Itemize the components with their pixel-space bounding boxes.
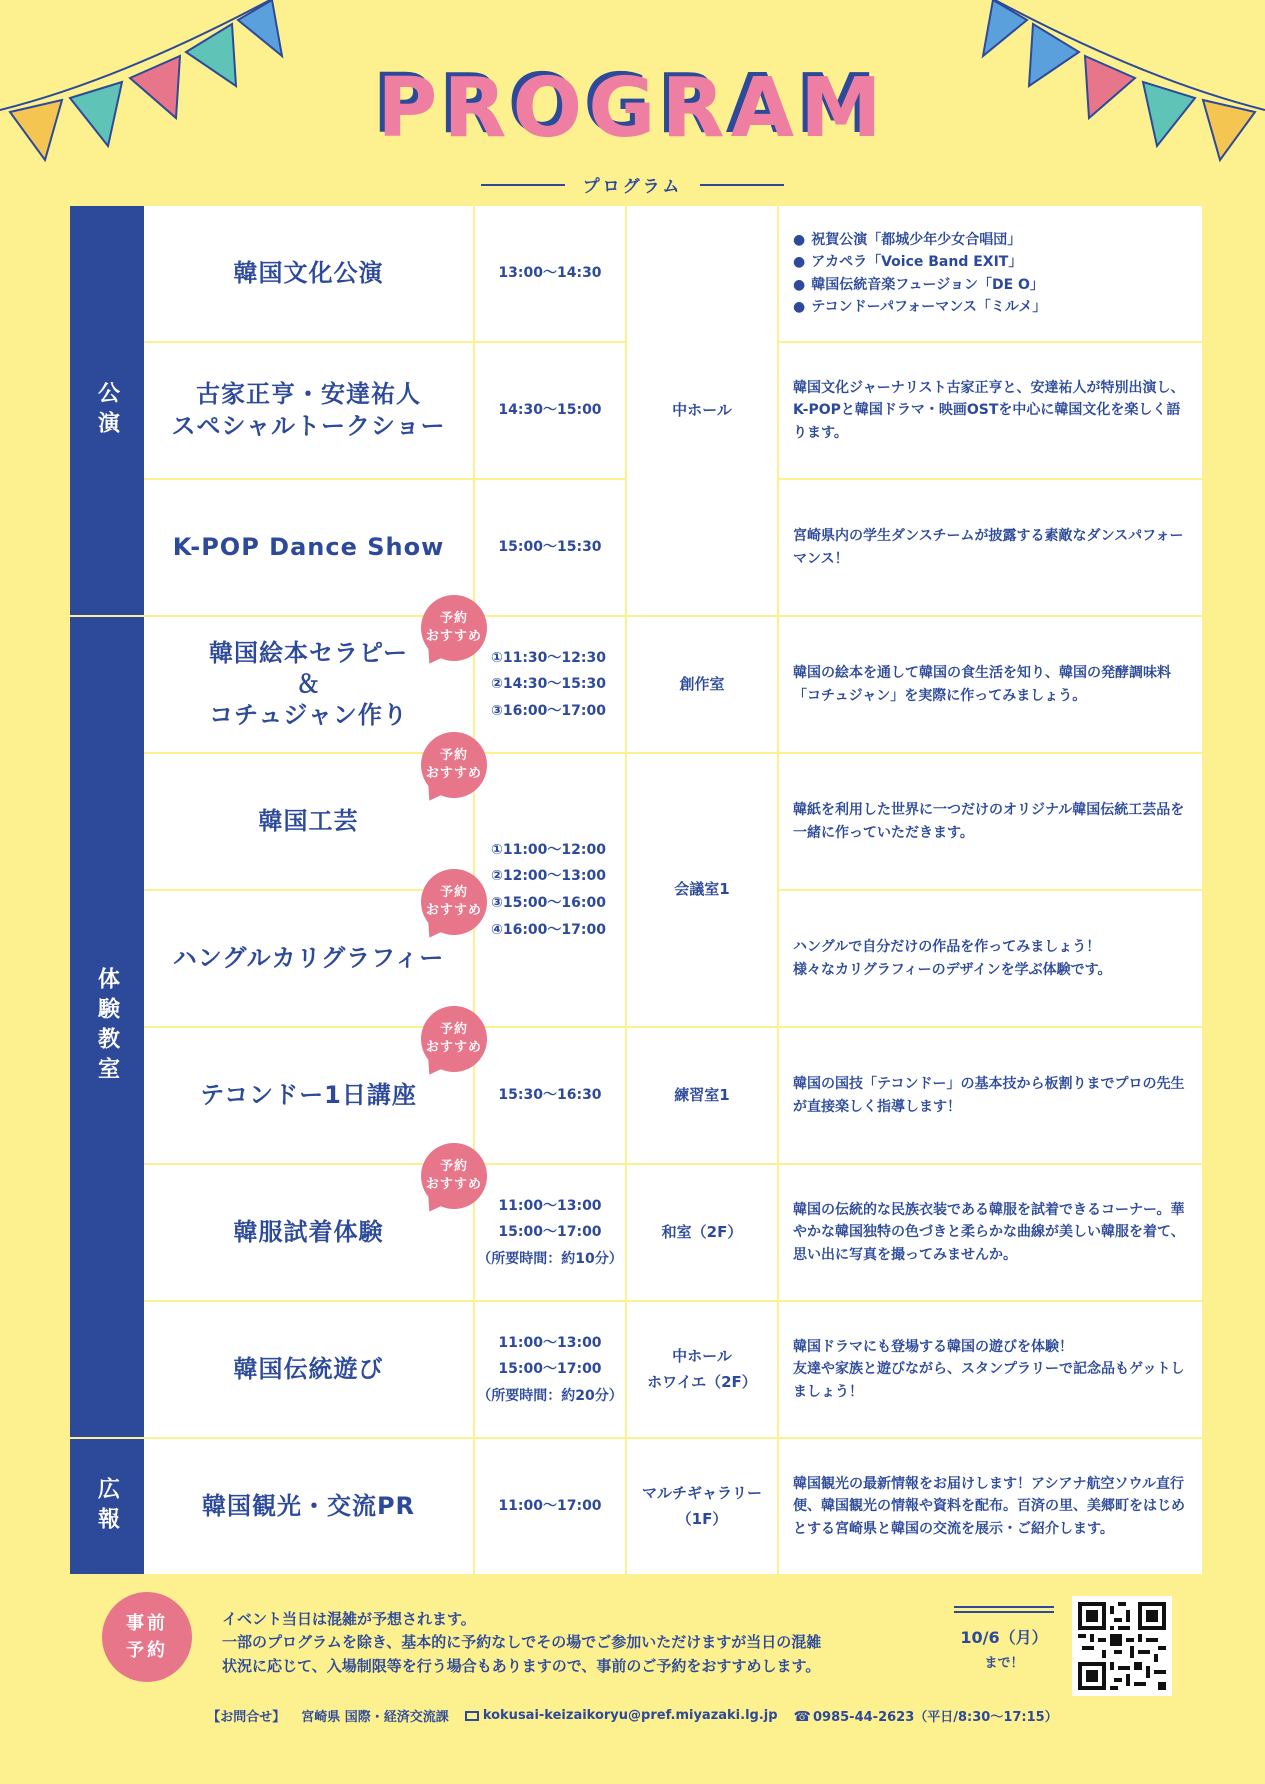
time-line: （所要時間：約10分） [477, 1250, 623, 1267]
program-table [70, 206, 1204, 1576]
program-venue: 会議室1 [627, 754, 779, 1028]
program-venue: 創作室 [627, 617, 779, 754]
contact-phone[interactable] [794, 1706, 1058, 1725]
program-name [144, 884, 483, 1028]
program-name [144, 1158, 483, 1302]
program-time [475, 754, 627, 1028]
deadline-until: まで！ [984, 1656, 1024, 1671]
name-line: 韓国絵本セラピー [208, 638, 409, 667]
time-line: 15:00〜17:00 [498, 1224, 602, 1241]
reservation-recommended-badge [421, 732, 487, 798]
time-line: ③15:00〜16:00 [491, 895, 606, 911]
name-text: 韓国工芸 [258, 806, 359, 835]
program-venue [627, 1439, 779, 1576]
badge-line: おすすめ [425, 629, 483, 644]
program-description: 韓国の国技「テコンドー」の基本技から板割りまでプロの先生が直接楽しく指導します！ [779, 1028, 1204, 1165]
page-subtitle: プログラム [582, 177, 683, 197]
section-performance [70, 206, 1204, 617]
program-name [144, 343, 475, 480]
program-description [779, 206, 1204, 343]
reservation-recommended-badge [421, 1143, 487, 1209]
program-name: 韓国伝統遊び [144, 1302, 475, 1439]
program-description: 韓国の伝統的な民族衣装である韓服を試着できるコーナー。華やかな韓国独特の色づきと柔らかな曲線が美しい韓服を着て、思い出に写真を撮ってみませんか。 [779, 1165, 1204, 1302]
badge-line: おすすめ [425, 1177, 483, 1192]
subtitle-rule-right [700, 184, 784, 186]
venue-line: ホワイエ（2F） [647, 1372, 757, 1391]
name-line: スペシャルトークショー [171, 411, 446, 440]
time-line: 11:00〜13:00 [498, 1197, 602, 1214]
list-item: ● テコンドーパフォーマンス「ミルメ」 [793, 296, 1046, 318]
qr-code-icon [1078, 1602, 1166, 1690]
deadline-rule [954, 1611, 1054, 1613]
email-text: kokusai-keizaikoryu@pref.miyazaki.lg.jp [482, 1708, 778, 1723]
category-performance: 公演 [70, 206, 144, 617]
desc-line: 様々なカリグラフィーのデザインを学ぶ体験です。 [793, 961, 1112, 978]
reservation-recommended-badge [421, 595, 487, 661]
subtitle-rule-left [481, 184, 565, 186]
program-name [144, 1021, 483, 1165]
time-line: ①11:30〜12:30 [491, 649, 606, 666]
program-name [144, 610, 483, 754]
name-line: 古家正亨・安達祐人 [196, 380, 421, 409]
program-venue: 練習室1 [627, 1028, 779, 1165]
mail-icon [465, 1711, 479, 1721]
venue-line: マルチギャラリー [641, 1484, 762, 1502]
program-description [779, 891, 1204, 1028]
performance-rows [144, 206, 1204, 617]
category-pr: 広報 [70, 1439, 144, 1576]
page-header [0, 61, 1265, 197]
time-line: ②14:30〜15:30 [491, 676, 606, 693]
reserve-line: 予約 [126, 1640, 168, 1661]
contact-label [207, 1706, 285, 1725]
desc-line: ハングルで自分だけの作品を作ってみましょう！ [793, 939, 1101, 956]
badge-line: 予約 [439, 1158, 468, 1174]
program-time [475, 617, 627, 754]
time-line: ④16:00〜17:00 [491, 921, 606, 938]
notice-text [222, 1608, 942, 1678]
section-pr [70, 1439, 1204, 1576]
program-time: 15:30〜16:30 [475, 1028, 627, 1165]
reservation-recommended-badge [421, 1006, 487, 1072]
program-description: 韓国観光の最新情報をお届けします！アシアナ航空ソウル直行便、韓国観光の情報や資料を配布。百済の里、美郷町をはじめとする宮崎県と韓国の交流を展示・ご紹介します。 [779, 1439, 1204, 1576]
contact-info [0, 1706, 1265, 1725]
deadline-rule [954, 1606, 1054, 1608]
time-line: 11:00〜13:00 [498, 1334, 602, 1351]
name-text: ハングルカリグラフィー [172, 943, 445, 972]
contact-org: 宮崎県 国際・経済交流課 [301, 1710, 449, 1725]
time-line: ①11:00〜12:00 [491, 841, 606, 858]
name-text: テコンドー1日講座 [200, 1080, 417, 1109]
phone-icon: ☎ [793, 1709, 811, 1725]
notice-line: 一部のプログラムを除き、基本的に予約なしでその場でご参加いただけますが当日の混雑 [222, 1633, 822, 1652]
program-time: 14:30〜15:00 [475, 343, 627, 480]
badge-line: 予約 [439, 610, 468, 626]
section-experience [70, 610, 1204, 1439]
notice-line: 状況に応じて、入場制限等を行う場合もありますので、事前のご予約をおすすめします。 [222, 1656, 821, 1675]
badge-line: おすすめ [425, 766, 483, 781]
notice-line: イベント当日は混雑が予想されます。 [222, 1610, 476, 1628]
venue-line: （1F） [676, 1509, 728, 1528]
name-text: 韓服試着体験 [233, 1217, 384, 1246]
time-line: 15:00〜17:00 [498, 1361, 602, 1378]
contact-email[interactable] [465, 1708, 778, 1723]
page-title: PROGRAM [377, 61, 888, 156]
advance-reservation-badge [102, 1592, 192, 1682]
reservation-recommended-badge [421, 869, 487, 935]
badge-line: 予約 [439, 884, 468, 900]
badge-line: おすすめ [425, 1040, 483, 1055]
program-name: 韓国観光・交流PR [144, 1439, 475, 1576]
venue-line: 中ホール [672, 1347, 732, 1365]
program-venue: 和室（2F） [627, 1165, 779, 1302]
program-description [779, 1302, 1204, 1439]
qr-code[interactable] [1072, 1596, 1172, 1696]
program-time: 15:00〜15:30 [475, 480, 627, 617]
program-time [475, 1302, 627, 1439]
contact-label-text: 【お問合せ】 [207, 1710, 286, 1725]
badge-line: 予約 [439, 1021, 468, 1037]
name-line: コチュジャン作り [209, 701, 408, 730]
list-item: ● 韓国伝統音楽フュージョン「DE O」 [793, 274, 1046, 296]
deadline-date: 10/6（月） [960, 1628, 1048, 1647]
program-name: 韓国文化公演 [144, 206, 475, 343]
list-item: ● アカペラ「Voice Band EXIT」 [793, 251, 1046, 273]
list-item: ● 祝賀公演「都城少年少女合唱団」 [793, 229, 1046, 251]
program-description: 韓紙を利用した世界に一つだけのオリジナル韓国伝統工芸品を一緒に作っていただきます。 [779, 754, 1204, 891]
name-line: ＆ [296, 669, 321, 698]
reservation-deadline [954, 1606, 1054, 1671]
program-time: 13:00〜14:30 [475, 206, 627, 343]
badge-line: 予約 [439, 747, 468, 763]
program-venue [627, 1302, 779, 1439]
program-venue: 中ホール [627, 206, 779, 617]
performance-list [793, 229, 1046, 319]
time-line: ②12:00〜13:00 [491, 868, 606, 885]
program-time [475, 1165, 627, 1302]
time-line: （所要時間：約20分） [477, 1387, 623, 1404]
pr-rows [144, 1439, 1204, 1576]
program-description: 韓国の絵本を通して韓国の食生活を知り、韓国の発酵調味料「コチュジャン」を実際に作ってみましょう。 [779, 617, 1204, 754]
category-experience: 体験教室 [70, 617, 144, 1439]
program-description: 韓国文化ジャーナリスト古家正亨と、安達祐人が特別出演し、K-POPと韓国ドラマ・映画OSTを中心に韓国文化を楽しく語ります。 [779, 343, 1204, 480]
program-description: 宮崎県内の学生ダンスチームが披露する素敵なダンスパフォーマンス！ [779, 480, 1204, 617]
desc-line: 友達や家族と遊びながら、スタンプラリーで記念品もゲットしましょう！ [793, 1361, 1185, 1400]
desc-line: 韓国ドラマにも登場する韓国の遊びを体験！ [793, 1338, 1073, 1355]
badge-line: おすすめ [425, 903, 483, 918]
phone-text: 0985-44-2623（平日/8:30〜17:15） [813, 1710, 1058, 1725]
reserve-line: 事前 [126, 1613, 168, 1634]
time-line: ③16:00〜17:00 [491, 702, 606, 719]
program-time: 11:00〜17:00 [475, 1439, 627, 1576]
reservation-notice [70, 1576, 1204, 1696]
program-name [144, 747, 483, 891]
program-name: K-POP Dance Show [144, 480, 475, 617]
experience-rows [144, 610, 1204, 1439]
page-subtitle-row [0, 172, 1265, 197]
